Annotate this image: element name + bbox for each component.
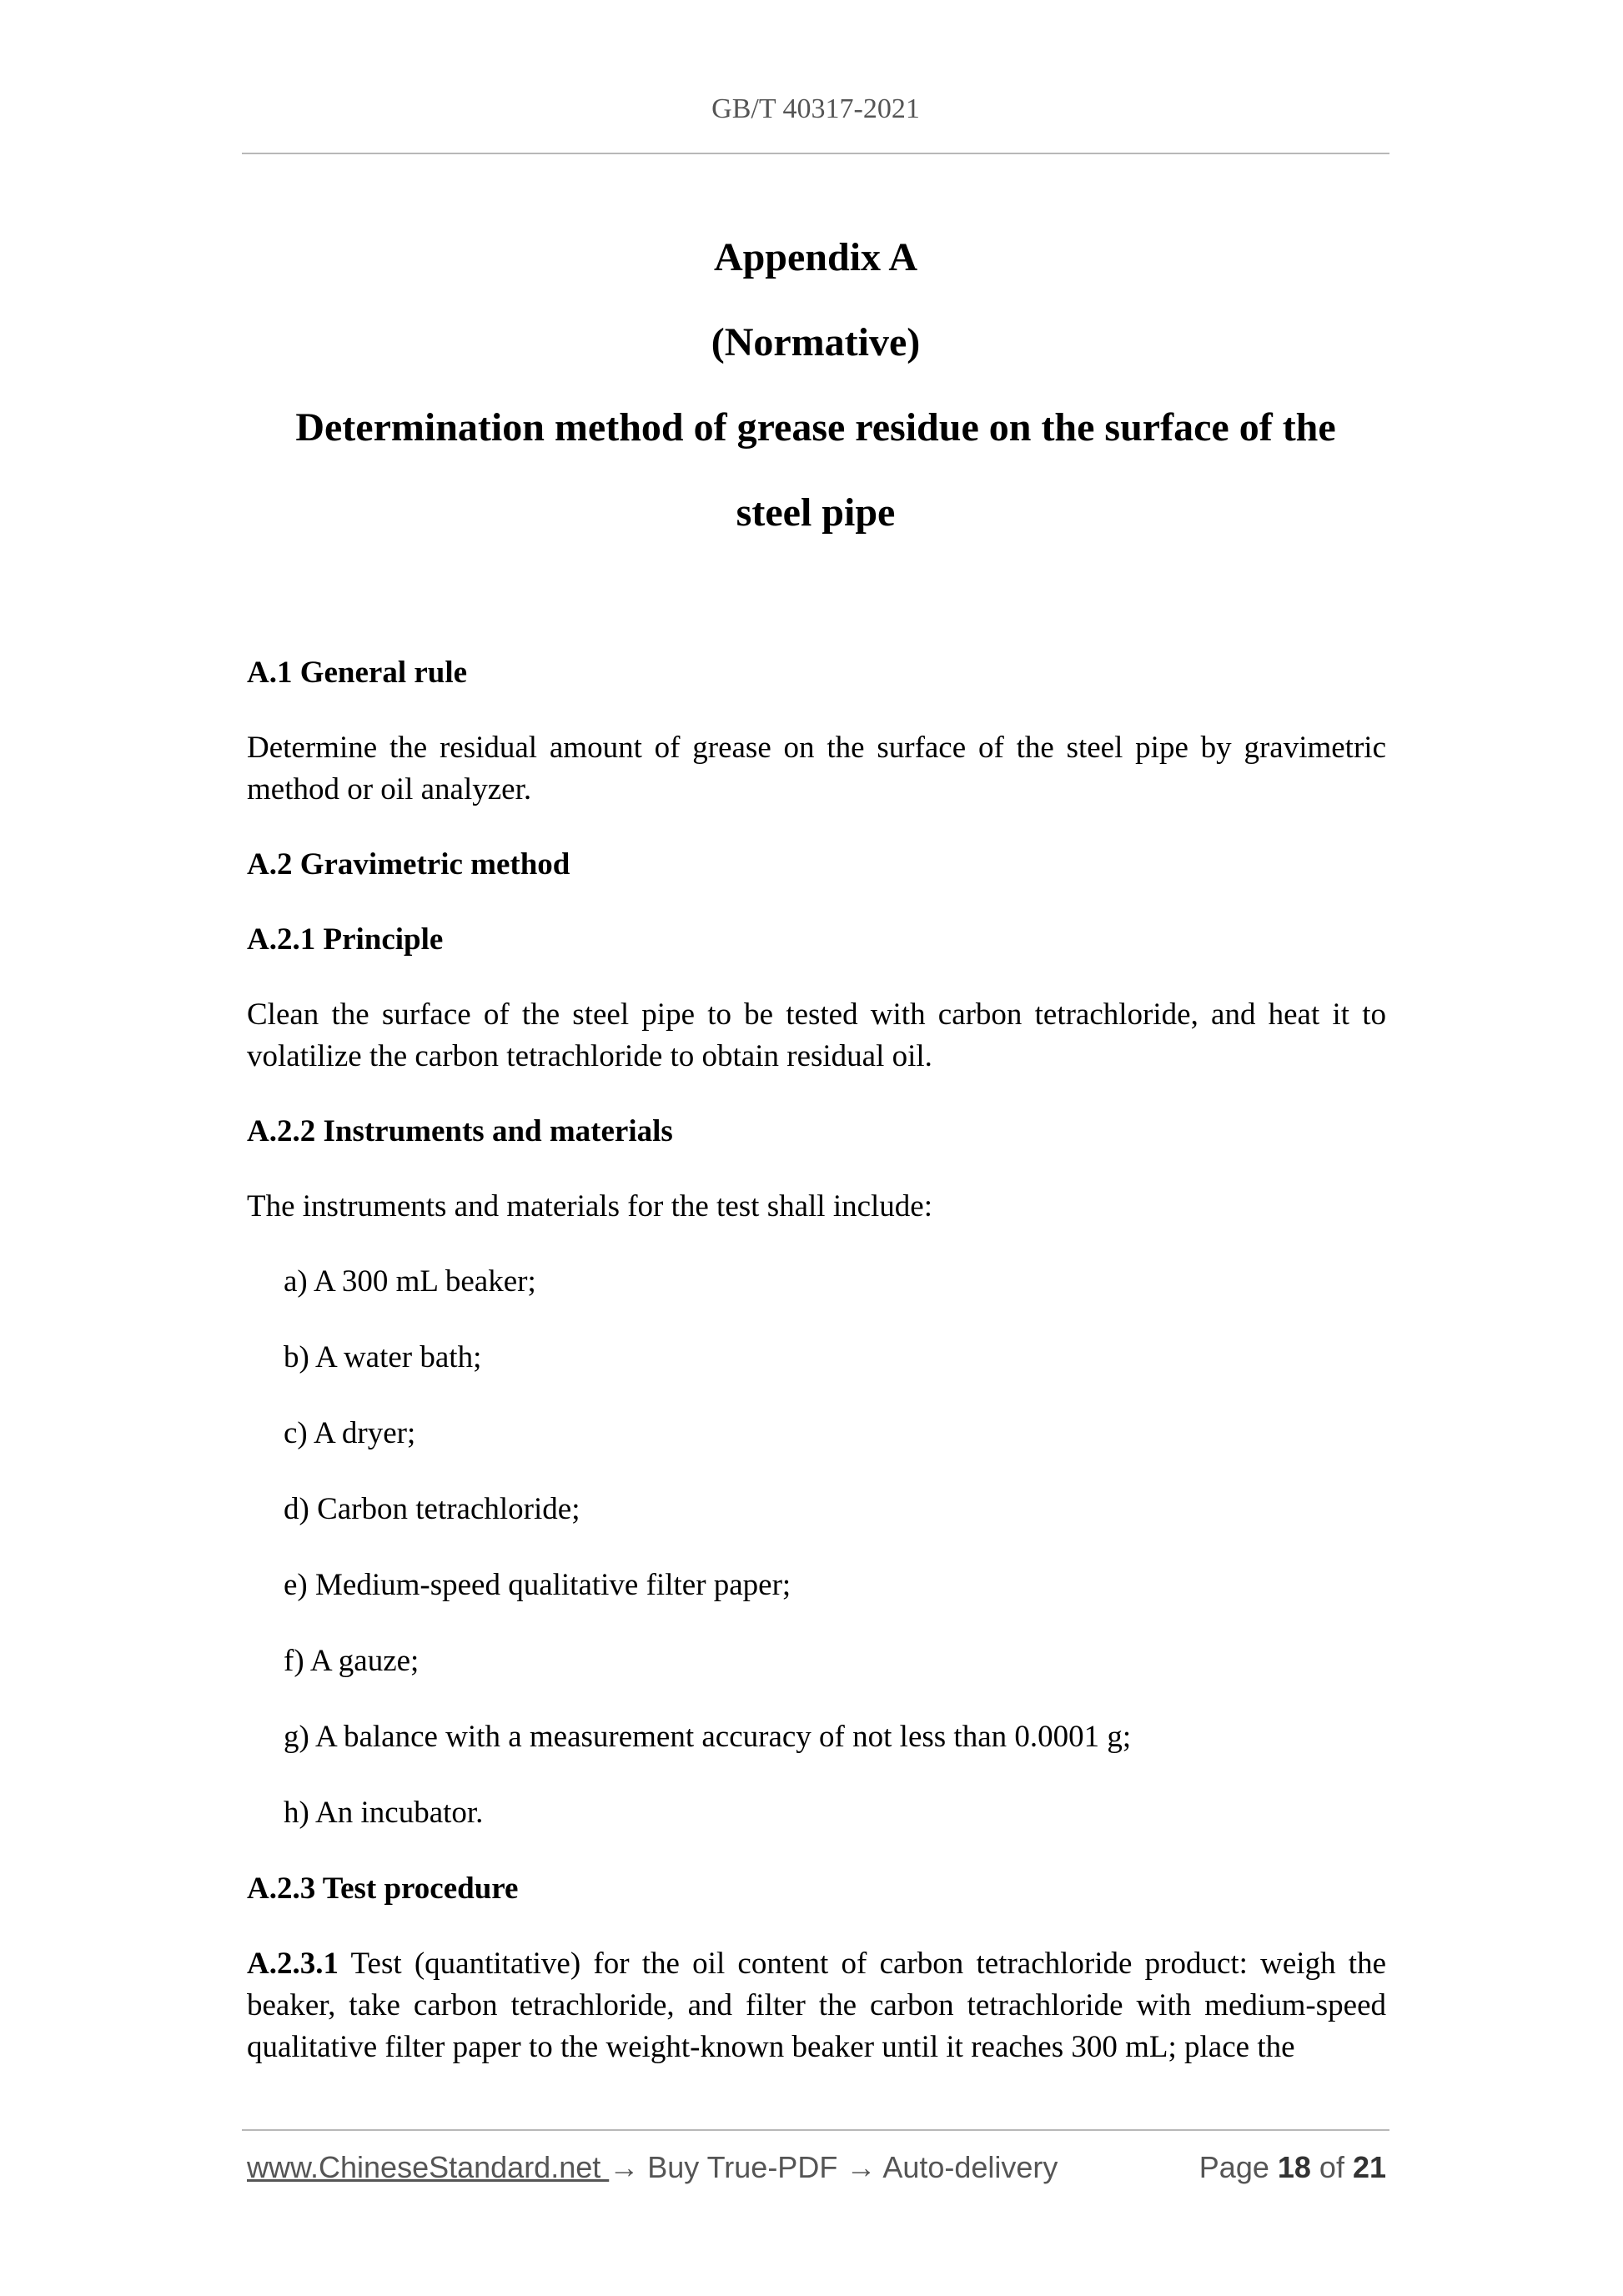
page-indicator <box>1199 2150 1386 2185</box>
footer-divider <box>242 2129 1389 2131</box>
section-text-a231 <box>247 1943 1386 2068</box>
list-item: b) A water bath; <box>284 1340 482 1374</box>
auto-delivery-text: Auto-delivery <box>876 2150 1058 2184</box>
list-item: e) Medium-speed qualitative filter paper; <box>284 1568 791 1602</box>
section-heading-a2: A.2 Gravimetric method <box>247 847 570 882</box>
list-item: d) Carbon tetrachloride; <box>284 1492 580 1526</box>
section-heading-a23: A.2.3 Test procedure <box>247 1871 519 1906</box>
page-footer <box>247 2150 1386 2185</box>
list-item: a) A 300 mL beaker; <box>284 1264 536 1299</box>
section-text-a1: Determine the residual amount of grease on the surface of the steel pipe by gravimetric method or oil analyzer. <box>247 731 1386 806</box>
section-text-a21: Clean the surface of the steel pipe to be tested with carbon tetrachloride, and heat it to volatilize the carbon tetrachloride to obtain residual oil. <box>247 997 1386 1073</box>
document-body <box>247 652 1386 2102</box>
clause-label: A.2.3.1 <box>247 1947 339 1981</box>
page-label: Page <box>1198 2150 1278 2184</box>
appendix-type: (Normative) <box>711 320 921 364</box>
site-link[interactable]: www.ChineseStandard.net <box>247 2150 610 2184</box>
list-item: c) A dryer; <box>284 1416 416 1450</box>
appendix-title-block <box>242 215 1389 555</box>
header-divider <box>242 153 1389 154</box>
page-header: GB/T 40317-2021 <box>711 93 920 124</box>
arrow-right-icon: → <box>846 2150 877 2184</box>
appendix-subject-line1: Determination method of grease residue on the surface of the <box>295 405 1336 450</box>
appendix-subject-line2: steel pipe <box>736 490 896 535</box>
appendix-title: Appendix A <box>713 235 918 279</box>
list-item: h) An incubator. <box>284 1796 484 1830</box>
section-heading-a21: A.2.1 Principle <box>247 922 444 957</box>
clause-text: Test (quantitative) for the oil content of carbon tetrachloride product: weigh the beaker, take carbon tetrachloride, and filter the carbon tetrachloride with medium-speed qualitative filter paper to the weight-known beaker until it reaches 300 mL; place the <box>247 1947 1386 2064</box>
buy-pdf-text: Buy True-PDF <box>639 2150 847 2184</box>
arrow-right-icon: → <box>609 2150 640 2184</box>
page-number: 18 <box>1277 2150 1311 2184</box>
section-text-a22: The instruments and materials for the test shall include: <box>247 1189 933 1223</box>
list-item: g) A balance with a measurement accuracy of not less than 0.0001 g; <box>284 1720 1132 1754</box>
of-label: of <box>1310 2150 1353 2184</box>
section-heading-a1: A.1 General rule <box>247 656 468 690</box>
section-heading-a22: A.2.2 Instruments and materials <box>247 1114 673 1148</box>
list-item: f) A gauze; <box>284 1644 420 1678</box>
page-total: 21 <box>1352 2150 1386 2184</box>
